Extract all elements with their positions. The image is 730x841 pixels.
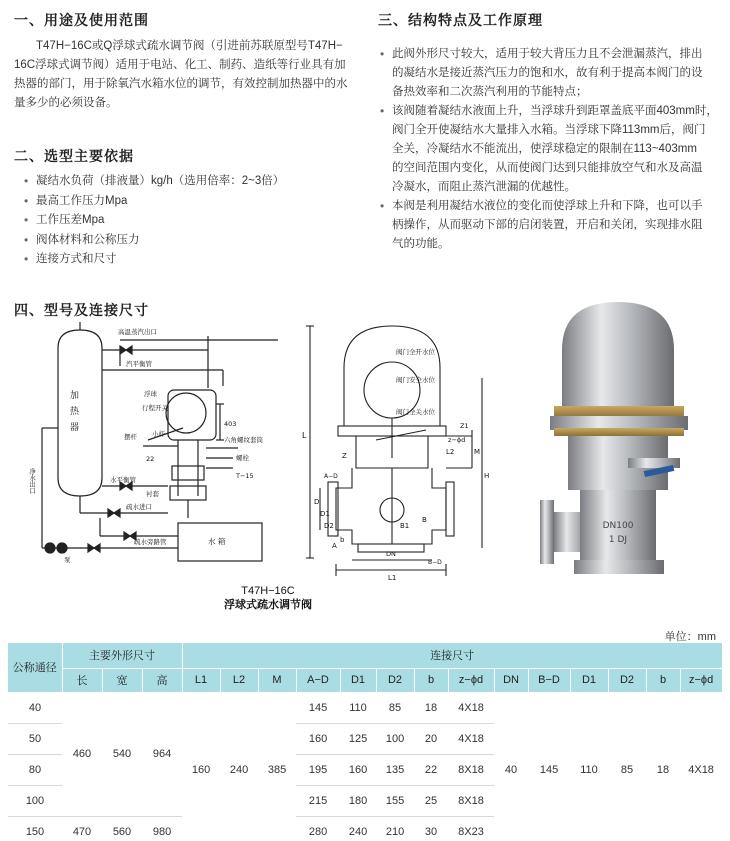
label-small-lever: 小杆 [152,430,165,438]
cell-out-d1: 110 [570,692,608,841]
table-row [8,692,722,723]
col-header: L2 [220,668,258,692]
s3-i3-l3: 气的功能。 [392,238,450,250]
dim-b1: B1 [400,522,410,530]
cell-dn: 150 [8,816,62,841]
label-valve-full-up: 阀门全开水位 [396,348,435,356]
label-steam-outlet: 高温蒸汽出口 [118,328,157,336]
dim-d: D [314,498,320,506]
unit-label: 单位：mm [664,631,716,643]
dim-zd: z−ϕd [448,436,466,444]
col-header: DN [494,668,528,692]
cell-out-zd: 4X18 [680,692,722,841]
dim-bd: B−D [428,559,442,566]
s3-i1-l3: 备热效率和二次蒸汽利用的节能特点； [392,86,588,98]
col-header: z−ϕd [448,668,494,692]
cell-ad: 145 [296,692,340,723]
cell-d2: 135 [376,754,414,785]
col-header: D2 [608,668,646,692]
dim-m: M [474,448,481,456]
cell-d1: 110 [340,692,376,723]
dim-dn: DN [386,550,396,558]
cell-b: 22 [414,754,448,785]
col-header: D1 [570,668,608,692]
label-pump: 泵 [64,556,71,564]
s3-i3-l1: • 本阀是利用凝结水液位的变化而使浮球上升和下降，也可以手 [392,200,703,212]
cell-ad: 195 [296,754,340,785]
s3-i1-l1: • 此阀外形尺寸较大，适用于较大背压力且不会泄漏蒸汽，排出 [392,48,703,60]
sectional-drawing [296,318,496,580]
cell-d1: 125 [340,723,376,754]
col-header: L1 [182,668,220,692]
label-heater-2: 热 [70,407,80,417]
cell-ad: 160 [296,723,340,754]
col-header: D1 [340,668,376,692]
photo-marking: DN100 [602,521,634,531]
col-header: b [646,668,680,692]
cell-l2: 240 [220,692,258,841]
col-header: 长 [62,668,102,692]
cell-d1: 180 [340,785,376,816]
s3-i2-l3: 全关，冷凝结水不能流出，使浮球稳定的限制在113~403mm [392,143,697,155]
col-header: 高 [142,668,182,692]
cell-b: 20 [414,723,448,754]
cell-len: 470 [62,816,102,841]
list-item: • 连接方式和尺寸 [22,250,352,270]
dim-b: B [422,516,427,524]
list-item [378,197,723,254]
header-nominal: 公称通径 [8,643,62,692]
dim-small-b: b [340,536,345,544]
section-4-title: 四、型号及连接尺寸 [14,302,149,318]
col-header: D2 [376,668,414,692]
s3-i2-l4: 的空间范围内变化，从而使阀门达到只能排放空气和水及高温 [392,162,703,174]
cell-wid: 560 [102,816,142,841]
s1-line-2: 16C浮球式调节阀）适用于电站、化工、制药、造纸等行业具有加 [14,59,346,71]
list-item: • 凝结水负荷（排液量）kg/h（选用倍率：2~3倍） [22,172,352,192]
cell-zd: 4X18 [448,692,494,723]
cell-dn: 80 [8,754,62,785]
section-1-body [14,37,359,113]
s3-i2-l1: • 该阀随着凝结水液面上升，当浮球升到距罩盖底平面403mm时， [392,105,718,117]
label-valve-close: 阀门全关水位 [396,408,435,416]
col-header: 宽 [102,668,142,692]
s1-line-1: T47H−16C或Q浮球式疏水调节阀（引进前苏联原型号T47H− [36,40,343,52]
label-lever: 摆杆 [124,433,137,441]
cell-d2: 210 [376,816,414,841]
dim-ad: A−D [324,473,338,480]
col-header: b [414,668,448,692]
list-item: • 阀体材料和公称压力 [22,231,352,251]
section-3-list [378,45,723,254]
label-403: 403 [224,420,237,428]
dim-a: A [332,542,337,550]
col-header: z−ϕd [680,668,722,692]
label-heater-3: 器 [70,423,80,433]
list-item [378,102,723,197]
label-liner: 衬套 [146,490,159,498]
header-conn-dims: 连接尺寸 [182,643,722,668]
cell-zd: 8X18 [448,785,494,816]
label-heater: 加 [70,391,80,401]
section-2-list [22,172,352,270]
cell-zd: 8X18 [448,754,494,785]
caption-name: 浮球式疏水调节阀 [224,599,312,611]
s3-i1-l2: 的凝结水是接近蒸汽压力的饱和水，故有利于提高本阀门的设 [392,67,703,79]
cell-wid: 540 [102,692,142,816]
list-item: • 工作压差Mpa [22,211,352,231]
col-header: M [258,668,296,692]
cell-hei: 980 [142,816,182,841]
label-valve-safe: 阀门安全水位 [396,376,435,384]
cell-b: 18 [414,692,448,723]
s3-i2-l5: 冷凝水，而阻止蒸汽泄漏的优越性。 [392,181,576,193]
cell-d2: 100 [376,723,414,754]
section-1-title: 一、用途及使用范围 [14,12,149,28]
cell-zd: 4X18 [448,723,494,754]
installation-schematic [28,318,288,568]
dim-l2: L2 [446,448,455,456]
cell-m: 385 [258,692,296,841]
cell-hei: 964 [142,692,182,816]
dim-z1: Z1 [460,422,469,430]
cell-d2: 155 [376,785,414,816]
caption-model: T47H−16C [241,585,295,597]
s3-i2-l2: 阀门全开使凝结水大量排入水箱。当浮球下降113mm后，阀门 [392,124,706,136]
label-water-tank: 水 箱 [208,537,226,546]
label-drain-pipe: 疏水旁路管 [134,538,167,546]
list-item [378,45,723,102]
col-header: A−D [296,668,340,692]
dim-d1: D1 [320,510,330,518]
spec-table [8,643,723,841]
dim-d2: D2 [324,522,334,530]
cell-d1: 240 [340,816,376,841]
cell-d2: 85 [376,692,414,723]
cell-d1: 160 [340,754,376,785]
cell-l1: 160 [182,692,220,841]
cell-dn: 40 [8,692,62,723]
label-bolt: 螺栓 [236,454,249,462]
header-main-dims: 主要外形尺寸 [62,643,182,668]
label-water-pipe: 水平衡管 [110,476,136,484]
cell-b: 30 [414,816,448,841]
cell-dn: 50 [8,723,62,754]
cell-out-d2: 85 [608,692,646,841]
cell-zd: 8X23 [448,816,494,841]
label-22: 22 [146,455,155,463]
label-float: 浮球 [144,390,157,398]
label-drain-inlet: 疏水进口 [126,503,152,511]
cell-dn: 100 [8,785,62,816]
photo-marking-2: 1 DJ [608,535,628,545]
cell-ad: 280 [296,816,340,841]
label-vapor-pipe: 汽平衡管 [126,360,152,368]
cell-len: 460 [62,692,102,816]
section-3-title: 三、结构特点及工作原理 [378,12,543,28]
dim-h: H [484,472,490,480]
label-limit-switch: 行程开关 [142,404,168,412]
cell-out-b: 18 [646,692,680,841]
s1-line-3: 热器的部门，用于除氧汽水箱水位的调节，有效控制加热器中的水 [14,78,348,90]
s3-i3-l2: 柄操作，从而驱动下部的启闭装置，开启和关闭，实现排水阻 [392,219,703,231]
label-t15: T−15 [236,472,254,480]
cell-b: 25 [414,785,448,816]
list-item: • 最高工作压力Mpa [22,192,352,212]
cell-ad: 215 [296,785,340,816]
dim-l1: L1 [388,574,397,580]
cell-out-dn: 40 [494,692,528,841]
label-clean-water: 净水出口 [28,468,36,494]
s1-line-4: 量多少的必须设备。 [14,97,118,109]
dim-z: Z [342,452,347,460]
section-2-title: 二、选型主要依据 [14,148,134,164]
col-header: B−D [528,668,570,692]
dim-l: L [302,431,307,440]
label-hex-nut: 六角螺纹套筒 [224,436,263,444]
cell-out-bd: 145 [528,692,570,841]
valve-photo [520,290,720,590]
